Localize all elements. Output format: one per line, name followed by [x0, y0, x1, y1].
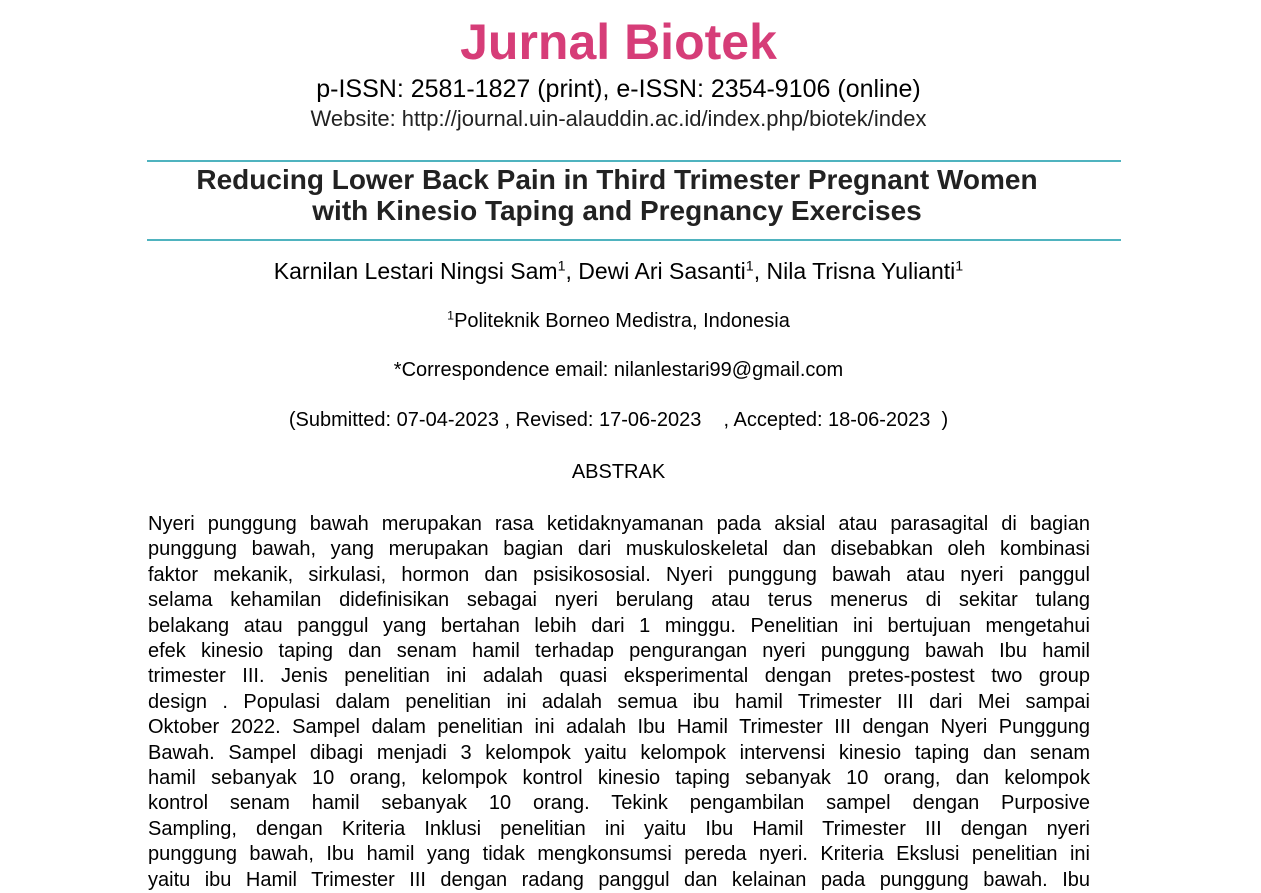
- journal-issn: p-ISSN: 2581-1827 (print), e-ISSN: 2354-9106 (online): [316, 75, 921, 103]
- abstract-line: belakang atau panggul yang bertahan lebih dari 1 minggu. Penelitian ini bertujuan mengetahui: [148, 614, 1090, 637]
- submission-dates: (Submitted: 07-04-2023 , Revised: 17-06-2023 , Accepted: 18-06-2023 ): [288, 409, 949, 431]
- abstract-body: [148, 512, 1090, 893]
- abstract-line: Bawah. Sampel dibagi menjadi 3 kelompok yaitu kelompok intervensi kinesio taping dan senam: [148, 741, 1090, 764]
- abstract-line: punggung bawah, Ibu hamil yang tidak mengkonsumsi pereda nyeri. Kriteria Ekslusi penelitian ini: [148, 843, 1090, 866]
- correspondence-email: *Correspondence email: nilanlestari99@gmail.com: [393, 359, 844, 381]
- abstract-line: yaitu ibu Hamil Trimester III dengan radang panggul dan kelainan pada punggung bawah. Ibu: [148, 868, 1090, 891]
- abstract-line: Oktober 2022. Sampel dalam penelitian ini adalah Ibu Hamil Trimester III dengan Nyeri Punggung: [148, 716, 1090, 739]
- abstract-line: efek kinesio taping dan senam hamil terhadap pengurangan nyeri punggung bawah Ibu hamil: [148, 640, 1090, 663]
- abstract-line: kontrol senam hamil sebanyak 10 orang. Tekink pengambilan sampel dengan Purposive: [148, 792, 1090, 815]
- affiliation-mark: 1: [447, 308, 455, 323]
- abstract-line: faktor mekanik, sirkulasi, hormon dan psisikososial. Nyeri punggung bawah atau nyeri panggul: [148, 563, 1090, 586]
- abstract-line: punggung bawah, yang merupakan bagian dari muskuloskeletal dan disebabkan oleh kombinasi: [148, 538, 1090, 561]
- title-rule-top: [147, 160, 1121, 162]
- abstract-line: design . Populasi dalam penelitian ini adalah semua ibu hamil Trimester III dari Mei sampai: [148, 690, 1090, 713]
- author-affiliation-mark: 1: [745, 258, 754, 275]
- abstract-line: trimester III. Jenis penelitian ini adalah quasi eksperimental dengan pretes-postest two group: [148, 665, 1090, 688]
- author-separator: ,: [753, 258, 767, 284]
- affiliation: [0, 308, 1237, 334]
- author-name: Karnilan Lestari Ningsi Sam: [273, 258, 558, 284]
- article-title-line-1: Reducing Lower Back Pain in Third Trimester Pregnant Women: [196, 164, 1038, 195]
- author-affiliation-mark: 1: [955, 258, 964, 275]
- affiliation-text: Politeknik Borneo Medistra, Indonesia: [454, 310, 790, 332]
- journal-name: Jurnal Biotek: [460, 14, 777, 70]
- abstract-line: Sampling, dengan Kriteria Inklusi penelitian ini yaitu Ibu Hamil Trimester III dengan nyeri: [148, 817, 1090, 840]
- author-list: [0, 256, 1237, 286]
- title-rule-bottom: [147, 239, 1121, 241]
- abstract-line: selama kehamilan didefinisikan sebagai nyeri berulang atau terus menerus di sekitar tulang: [148, 589, 1090, 612]
- abstract-line: Nyeri punggung bawah merupakan rasa ketidaknyamanan pada aksial atau parasagital di bagian: [148, 513, 1090, 535]
- author-affiliation-mark: 1: [557, 258, 566, 275]
- abstract-line: hamil sebanyak 10 orang, kelompok kontrol kinesio taping sebanyak 10 orang, dan kelompok: [148, 767, 1090, 790]
- article-title: [147, 164, 1087, 226]
- author-separator: ,: [565, 258, 579, 284]
- author-name: Nila Trisna Yulianti: [766, 258, 956, 284]
- author-name: Dewi Ari Sasanti: [578, 258, 746, 284]
- journal-website: Website: http://journal.uin-alauddin.ac.id/index.php/biotek/index: [310, 106, 927, 131]
- abstract-heading: ABSTRAK: [571, 461, 666, 483]
- article-title-line-2: with Kinesio Taping and Pregnancy Exercises: [312, 195, 922, 226]
